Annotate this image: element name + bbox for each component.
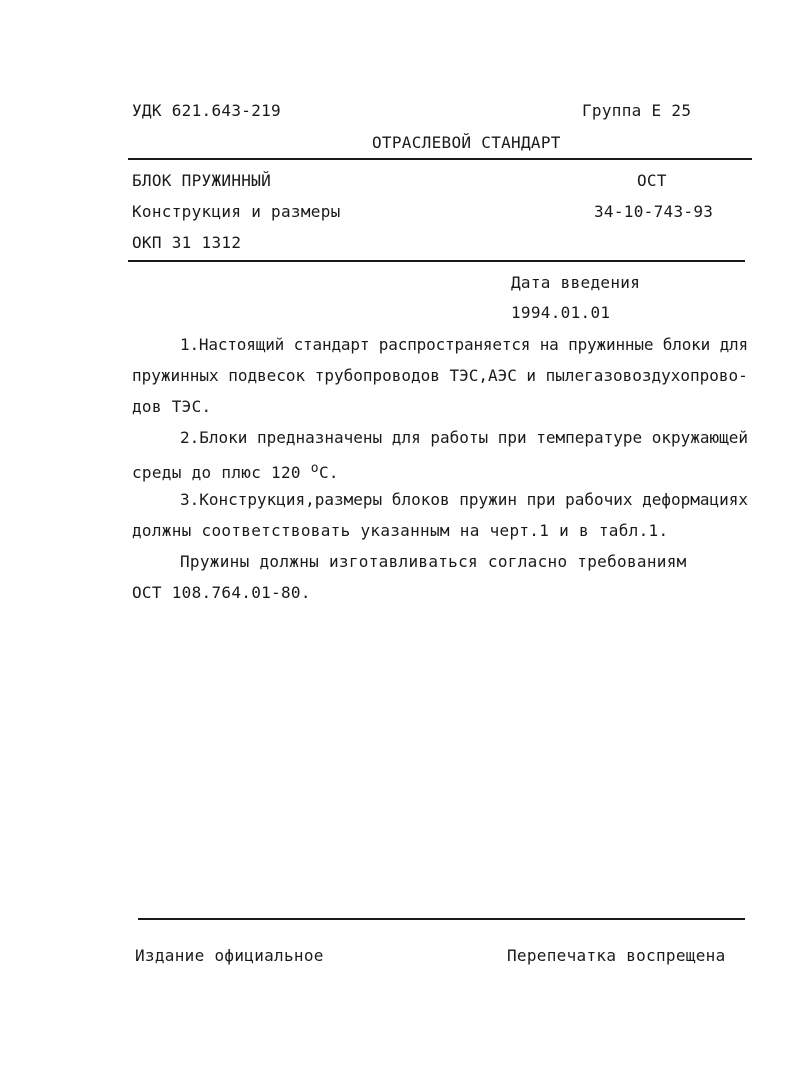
body-line: 2.Блоки предназначены для работы при температуре окружающей xyxy=(180,428,749,447)
body-line: ОСТ 108.764.01-80. xyxy=(132,583,311,602)
header-bottom-rule xyxy=(128,260,745,262)
footer-official-edition: Издание официальное xyxy=(135,946,324,965)
body-line: 1.Настоящий стандарт распространяется на пружинные блоки для xyxy=(180,335,748,354)
body-line: пружинных подвесок трубопроводов ТЭС,АЭС и пылегазовоздухопрово- xyxy=(132,366,748,385)
udk-code: УДК 621.643-219 xyxy=(132,101,281,120)
product-name: БЛОК ПРУЖИННЫЙ xyxy=(132,171,272,190)
date-label: Дата введения xyxy=(511,273,641,292)
degree-mark: о xyxy=(310,461,319,476)
footer-reprint-notice: Перепечатка воспрещена xyxy=(507,946,726,965)
ost-label: ОСТ xyxy=(637,171,667,190)
ost-number: 34-10-743-93 xyxy=(594,202,714,221)
body-line: дов ТЭС. xyxy=(132,397,212,416)
document-title: ОТРАСЛЕВОЙ СТАНДАРТ xyxy=(372,133,561,152)
header-top-rule xyxy=(128,158,752,160)
okp-code: ОКП 31 1312 xyxy=(132,233,242,252)
date-value: 1994.01.01 xyxy=(511,303,611,322)
body-line: 3.Конструкция,размеры блоков пружин при рабочих деформациях xyxy=(180,490,749,509)
product-subtitle: Конструкция и размеры xyxy=(132,202,341,221)
group-code: Группа Е 25 xyxy=(582,101,692,120)
body-line: среды до плюс 120 xyxy=(132,463,311,482)
body-line: Пружины должны изготавливаться согласно требованиям xyxy=(180,552,687,571)
body-line-temperature xyxy=(132,459,339,483)
degree-unit: С. xyxy=(318,463,339,482)
body-line: должны соответствовать указанным на черт.1 и в табл.1. xyxy=(132,521,669,540)
footer-rule xyxy=(138,918,745,920)
